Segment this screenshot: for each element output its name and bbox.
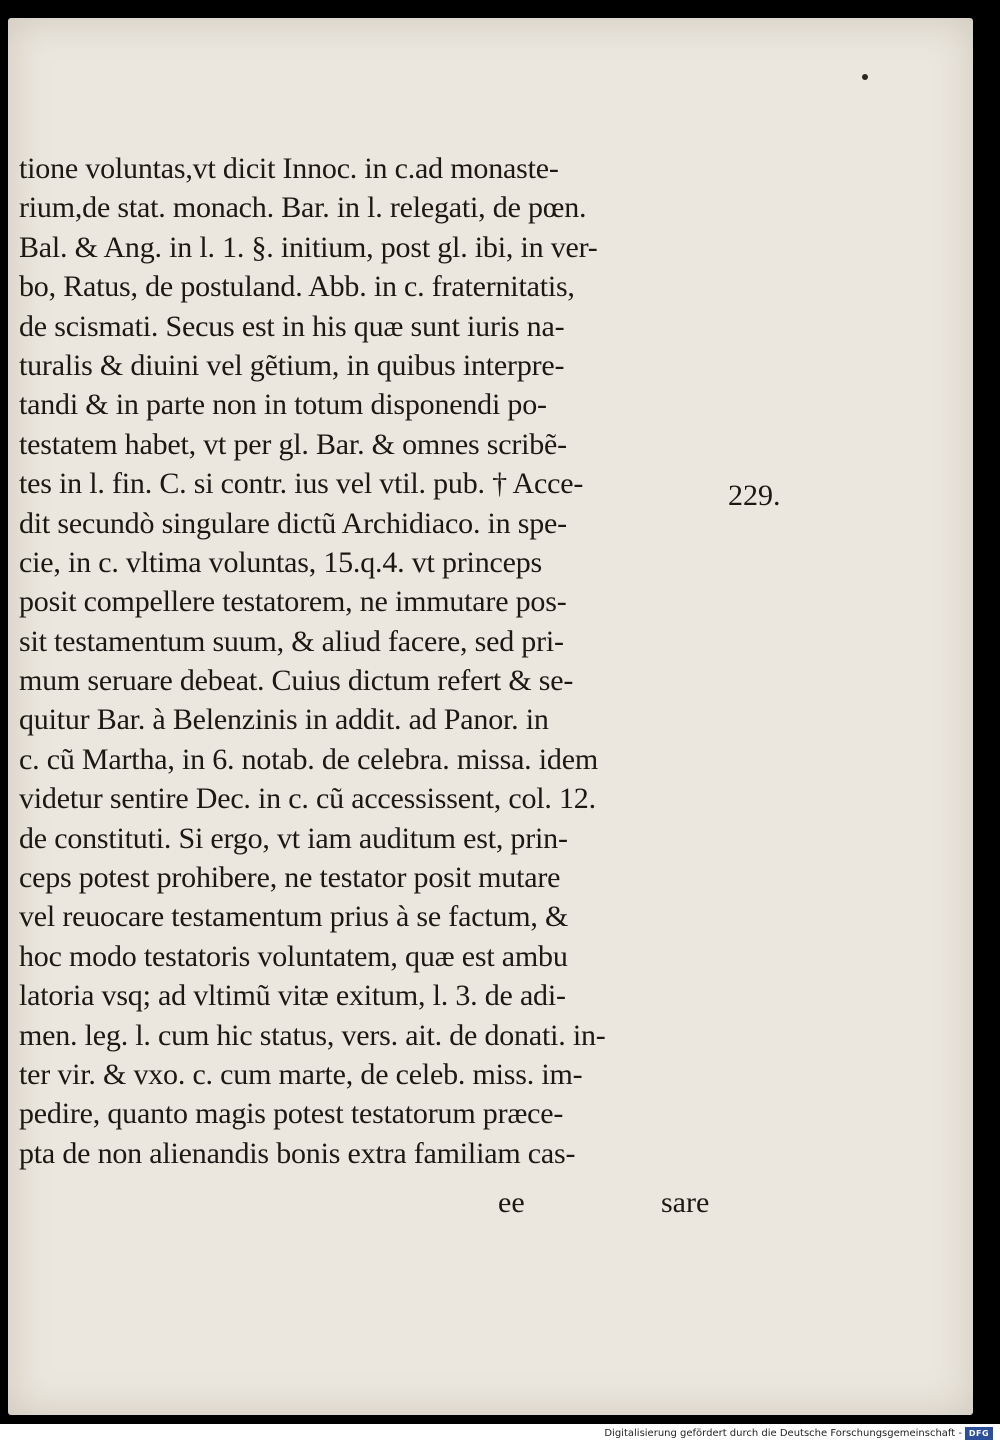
text-line: Bal. & Ang. in l. 1. §. initium, post gl. ibi, in ver- (19, 230, 598, 264)
text-line: dit secundò singulare dictũ Archidiaco. in spe- (19, 506, 567, 540)
text-line: vel reuocare testamentum prius à se factum, & (19, 900, 569, 934)
catchword: sare (661, 1186, 710, 1219)
text-line: sit testamentum suum, & aliud facere, sed pri- (19, 624, 564, 658)
ink-dot (862, 74, 868, 80)
text-line: pedire, quanto magis potest testatorum præce- (19, 1097, 564, 1131)
text-line: c. cũ Martha, in 6. notab. de celebra. missa. idem (19, 742, 598, 776)
margin-note-number: 229. (728, 479, 781, 512)
text-line: rium,de stat. monach. Bar. in l. relegati, de pœn. (19, 191, 587, 225)
text-line: posit compellere testatorem, ne immutare pos- (19, 585, 567, 619)
text-line: tandi & in parte non in totum disponendi po- (19, 388, 547, 422)
text-line: testatem habet, vt per gl. Bar. & omnes scribẽ- (19, 427, 567, 461)
text-line: ter vir. & vxo. c. cum marte, de celeb. miss. im- (19, 1057, 583, 1091)
text-line: latoria vsq; ad vltimũ vitæ exitum, l. 3. de adi- (19, 979, 566, 1013)
text-line: de constituti. Si ergo, vt iam auditum est, prin- (19, 821, 568, 855)
text-line: mum seruare debeat. Cuius dictum refert & se- (19, 664, 574, 698)
text-line: ceps potest prohibere, ne testator posit mutare (19, 861, 561, 895)
signature-mark: ee (498, 1186, 525, 1219)
text-line: de scismati. Secus est in his quæ sunt iuris na- (19, 309, 565, 343)
text-line: videtur sentire Dec. in c. cũ accessissent, col. 12. (19, 782, 596, 816)
text-line: men. leg. l. cum hic status, vers. ait. de donati. in- (19, 1018, 606, 1052)
body-text (19, 149, 719, 1173)
text-line: quitur Bar. à Belenzinis in addit. ad Panor. in (19, 703, 549, 737)
text-line: turalis & diuini vel gẽtium, in quibus interpre- (19, 348, 565, 382)
text-line: pta de non alienandis bonis extra familiam cas- (19, 1136, 576, 1170)
text-line: hoc modo testatoris voluntatem, quæ est ambu (19, 939, 568, 973)
text-line: cie, in c. vltima voluntas, 15.q.4. vt princeps (19, 545, 542, 579)
footer-credit: Digitalisierung gefördert durch die Deutsche Forschungsgemeinschaft - (604, 1428, 962, 1439)
dfg-logo: DFG (965, 1427, 993, 1440)
text-line: bo, Ratus, de postuland. Abb. in c. fraternitatis, (19, 270, 575, 304)
text-line: tes in l. fin. C. si contr. ius vel vtil. pub. † Acce- (19, 467, 584, 501)
text-line: tione voluntas,vt dicit Innoc. in c.ad monaste- (19, 152, 559, 185)
